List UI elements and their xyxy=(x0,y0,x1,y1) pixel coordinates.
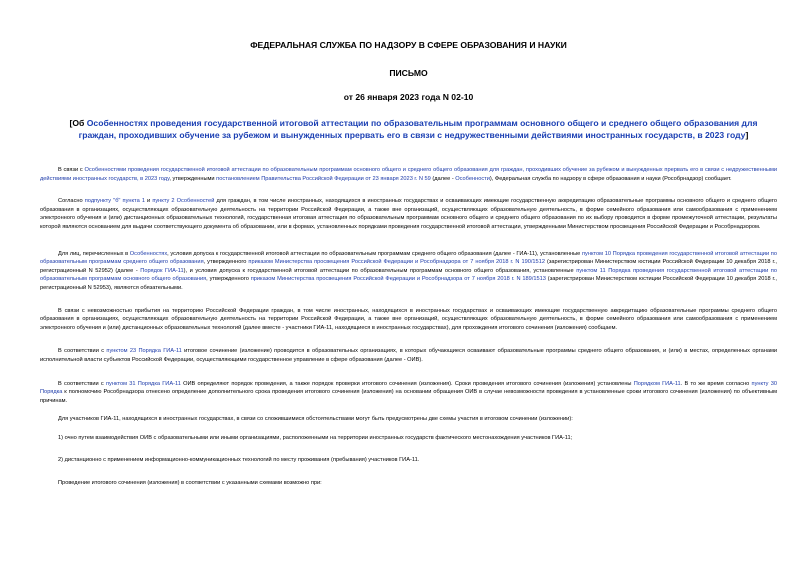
paragraph-6 xyxy=(40,380,777,406)
p3-text-d: (зарегистрирован Министерством юстиции Российской Федерации 10 декабря 2018 г., регистрационный N 52952) (далее - xyxy=(40,259,777,274)
p6-text-a: В соответствии с xyxy=(58,380,106,387)
link-punkt-11-poryadka[interactable]: пунктом 11 Порядка проведения государственной итоговой аттестации по образовательным программам основного общего образования xyxy=(40,267,777,283)
link-punkt-10-poryadka[interactable]: пунктом 10 Порядка проведения государственной итоговой аттестации по образовательным программам среднего общего образования xyxy=(40,250,777,266)
p1-text-a: В связи с xyxy=(58,167,85,173)
p3-text-a: Для лиц, перечисленных в xyxy=(58,250,130,257)
p3-text-c: , утвержденного xyxy=(203,259,249,266)
p1-text-b: , утвержденными xyxy=(169,175,217,182)
p2-text-a: Согласно xyxy=(58,198,85,205)
paragraph-10 xyxy=(40,479,777,488)
p5-text-a: В соответствии с xyxy=(58,348,107,355)
p9-text-a: 2) дистанционно с применением информационно-коммуникационных технологий по месту проживания (пребывания) участников ГИА-11. xyxy=(58,457,420,464)
p2-text-c: для граждан, в том числе иностранных, находящихся в иностранных государствах и осваивающих имеющие государственную аккредитацию образовательные программы основного общего и среднего общего образования в организациях, осуществляющих образовательную деятельность на территории Российской Федерации, а также вне организаций, осуществляющих образовательную деятельность, в форме семейного образования или самообразования с применением электронного обучения и (или) дистанционных образовательных технологий, государственная итоговая аттестация по образовательным программам основного общего и среднего общего образования по их выбору проводится в форме промежуточной аттестации, результаты которой являются основанием для выдачи соответствующего документа об образовании, или в формах, установленных порядками проведения государственной итоговой аттестации, утвержденными Министерством просвещения Российской Федерации и Рособрнадзором. xyxy=(40,198,777,230)
paragraph-7 xyxy=(40,415,777,424)
p3-text-b: , условия допуска к государственной итоговой аттестации по образовательным программам среднего общего образования (далее - ГИА-11), установленные xyxy=(167,250,582,257)
link-punkt-30-poryadka[interactable]: пункту 30 Порядка xyxy=(40,380,777,396)
title-link[interactable]: Особенностях проведения государственной итоговой аттестации по образовательным программам основного общего и среднего общего образования для граждан, проходивших обучение за рубежом и вынужденных прервать его в связи с недружественными действиями иностранных государств, в 2023 году xyxy=(78,118,758,140)
paragraph-4 xyxy=(40,307,777,333)
p8-text-a: 1) очно путем взаимодействия ОИВ с образовательными или иными организациями, расположенными на территории иностранных государств фактического местонахождения участников ГИА-11; xyxy=(58,434,573,441)
p3-text-g: (зарегистрирован Министерством юстиции Российской Федерации 10 декабря 2018 г., регистрационный N 52953), являются обязательными. xyxy=(40,276,777,291)
document-title xyxy=(50,117,777,141)
paragraph-1 xyxy=(40,166,777,183)
paragraph-3 xyxy=(40,250,777,293)
link-punkt-23-poryadka[interactable]: пунктом 23 Порядка ГИА-11 xyxy=(106,348,182,355)
link-osobennosti-full[interactable]: Особенностями проведения государственной итоговой аттестации по образовательным программам основного общего и среднего общего образования для граждан, проходивших обучение за рубежом и вынужденных прервать его в связи с недружественными действиями иностранных государств, в 2023 году xyxy=(40,167,777,182)
p1-text-d: ), Федеральная служба по надзору в сфере образования и науки (Рособрнадзор) сообщает. xyxy=(489,175,732,182)
document-type-heading: ПИСЬМО xyxy=(389,68,428,78)
p3-text-f: , утвержденного xyxy=(206,276,251,283)
p6-text-b: ОИВ определяют порядок проведения, а также порядок проверки итогового сочинения (изложения). Сроки проведения итогового сочинения (изложения) установлены xyxy=(180,380,634,387)
link-osobennosti-2[interactable]: Особенностях xyxy=(129,250,168,257)
p6-text-c: . В то же время согласно xyxy=(680,380,752,387)
paragraph-8 xyxy=(40,434,777,443)
agency-heading: ФЕДЕРАЛЬНАЯ СЛУЖБА ПО НАДЗОРУ В СФЕРЕ ОБРАЗОВАНИЯ И НАУКИ xyxy=(250,40,567,50)
document-date-number: от 26 января 2023 года N 02-10 xyxy=(343,92,474,102)
link-poryadok-gia-11[interactable]: Порядок ГИА-11 xyxy=(140,267,184,274)
p4-text-a: В связи с невозможностью прибытия на территорию Российской Федерации граждан, в том числе иностранных, находящихся в иностранных государствах и осваивающих имеющие государственную аккредитацию образовательные программы среднего общего образования в организациях, осуществляющих образовательную деятельность на территории Российской Федерации, а также вне организаций, осуществляющих образовательную деятельность, в форме семейного образования или самообразования с применением электронного обучения и (или) дистанционных образовательных технологий (далее вместе - участники ГИА-11, находящиеся в иностранных государствах), для прохождения итогового сочинения (изложения) сообщаем. xyxy=(40,307,777,331)
link-postanovlenie-59[interactable]: постановлением Правительства Российской Федерации от 23 января 2023 г. N 59 xyxy=(216,175,431,182)
link-punkt-31-poryadka[interactable]: пунктом 31 Порядка ГИА-11 xyxy=(105,380,181,387)
title-suffix: ] xyxy=(745,130,749,140)
link-prikaz-189-1513[interactable]: приказом Министерства просвещения Российской Федерации и Рособрнадзора от 7 ноября 2018 г. N 189/1513 xyxy=(250,276,546,283)
paragraph-5 xyxy=(40,347,777,364)
p6-text-d: к полномочию Рособрнадзора отнесено определение дополнительного срока проведения итогового сочинения (изложения) на основании обращения ОИВ в случае невозможности проведения в установленные сроки итогового сочинения (изложения) по объективным причинам. xyxy=(40,389,777,404)
link-poryadok-gia-11-2[interactable]: Порядком ГИА-11 xyxy=(633,380,681,387)
link-prikaz-190-1512[interactable]: приказом Министерства просвещения Российской Федерации и Рособрнадзора от 7 ноября 2018 г. N 190/1512 xyxy=(248,259,545,266)
paragraph-9 xyxy=(40,456,777,465)
p3-text-e: ), и условия допуска к государственной итоговой аттестации по образовательным программам основного общего образования, установленные xyxy=(183,267,577,274)
p2-text-b: и xyxy=(144,198,153,205)
paragraph-2 xyxy=(40,197,777,231)
p7-text-a: Для участников ГИА-11, находящихся в иностранных государствах, в связи со сложившимися обстоятельствами могут быть предусмотрены две схемы участия в итоговом сочинении (изложении): xyxy=(58,416,573,423)
link-podpunkt-b-punkta-1[interactable]: подпункту "б" пункта 1 xyxy=(84,198,145,205)
link-osobennosti[interactable]: Особенности xyxy=(455,175,490,182)
link-punkt-2-osobennostey[interactable]: пункту 2 Особенностей xyxy=(152,198,215,205)
title-prefix: [Об xyxy=(69,118,87,128)
p5-text-b: итоговое сочинение (изложение) проводится в образовательных организациях, в которых обучающиеся осваивают образовательные программы среднего общего образования, и (или) в местах, определенных органами исполнительной власти субъектов Российской Федерации, осуществляющими государственное управление в сфере образования (далее - ОИВ). xyxy=(40,348,777,363)
p10-text-a: Проведение итогового сочинения (изложения) в соответствии с указанными схемами возможно при: xyxy=(58,480,322,487)
p1-text-c: (далее - xyxy=(430,175,456,182)
